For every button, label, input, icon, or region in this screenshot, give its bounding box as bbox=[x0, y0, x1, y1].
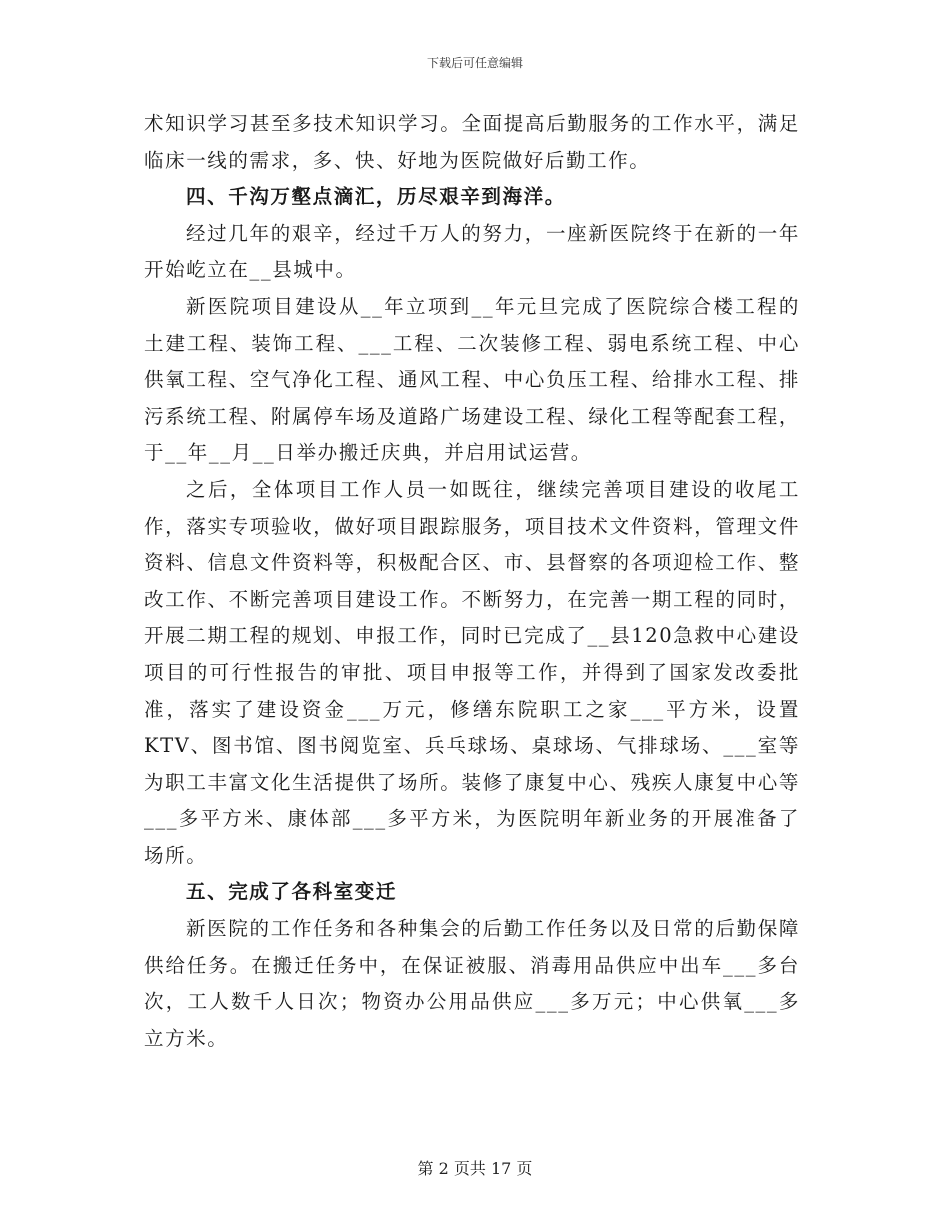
page-header-note: 下载后可任意编辑 bbox=[426, 56, 523, 70]
section-heading-4: 四、千沟万壑点滴汇，历尽艰辛到海洋。 bbox=[186, 185, 566, 209]
paragraph-continuation: 术知识学习甚至多技术知识学习。全面提高后勤服务的工作水平，满足临床一线的需求，多、快、好地为医院做好后勤工作。 bbox=[144, 112, 800, 172]
paragraph-new-hospital: 经过几年的艰辛，经过千万人的努力，一座新医院终于在新的一年开始屹立在__县城中。 bbox=[144, 221, 800, 282]
document-body bbox=[144, 106, 800, 1057]
page-footer: 第 2 页共 17 页 bbox=[417, 1159, 533, 1178]
paragraph-project-construction: 新医院项目建设从__年立项到__年元旦完成了医院综合楼工程的土建工程、装饰工程、___工程、二次装修工程、弱电系统工程、中心供氧工程、空气净化工程、通风工程、中心负压工程、给排水工程、排污系统工程、附属停车场及道路广场建设工程、绿化工程等配套工程，于__年__月__日举办搬迁庆典，并启用试运营。 bbox=[144, 294, 800, 465]
section-heading-5: 五、完成了各科室变迁 bbox=[186, 880, 398, 904]
paragraph-relocation-tasks: 新医院的工作任务和各种集会的后勤工作任务以及日常的后勤保障供给任务。在搬迁任务中，在保证被服、消毒用品供应中出车___多台次，工人数千人日次；物资办公用品供应___多万元；中心供氧___多立方米。 bbox=[144, 917, 800, 1050]
paragraph-follow-up-work: 之后，全体项目工作人员一如既往，继续完善项目建设的收尾工作，落实专项验收，做好项目跟踪服务，项目技术文件资料，管理文件资料、信息文件资料等，积极配合区、市、县督察的各项迎检工作、整改工作、不断完善项目建设工作。不断努力，在完善一期工程的同时，开展二期工程的规划、申报工作，同时已完成了__县120急救中心建设项目的可行性报告的审批、项目申报等工作，并得到了国家发改委批准，落实了建设资金___万元，修缮东院职工之家___平方米，设置KTV、图书馆、图书阅览室、兵乓球场、桌球场、气排球场、___室等为职工丰富文化生活提供了场所。装修了康复中心、残疾人康复中心等___多平方米、康体部___多平方米，为医院明年新业务的开展准备了场所。 bbox=[144, 477, 800, 867]
